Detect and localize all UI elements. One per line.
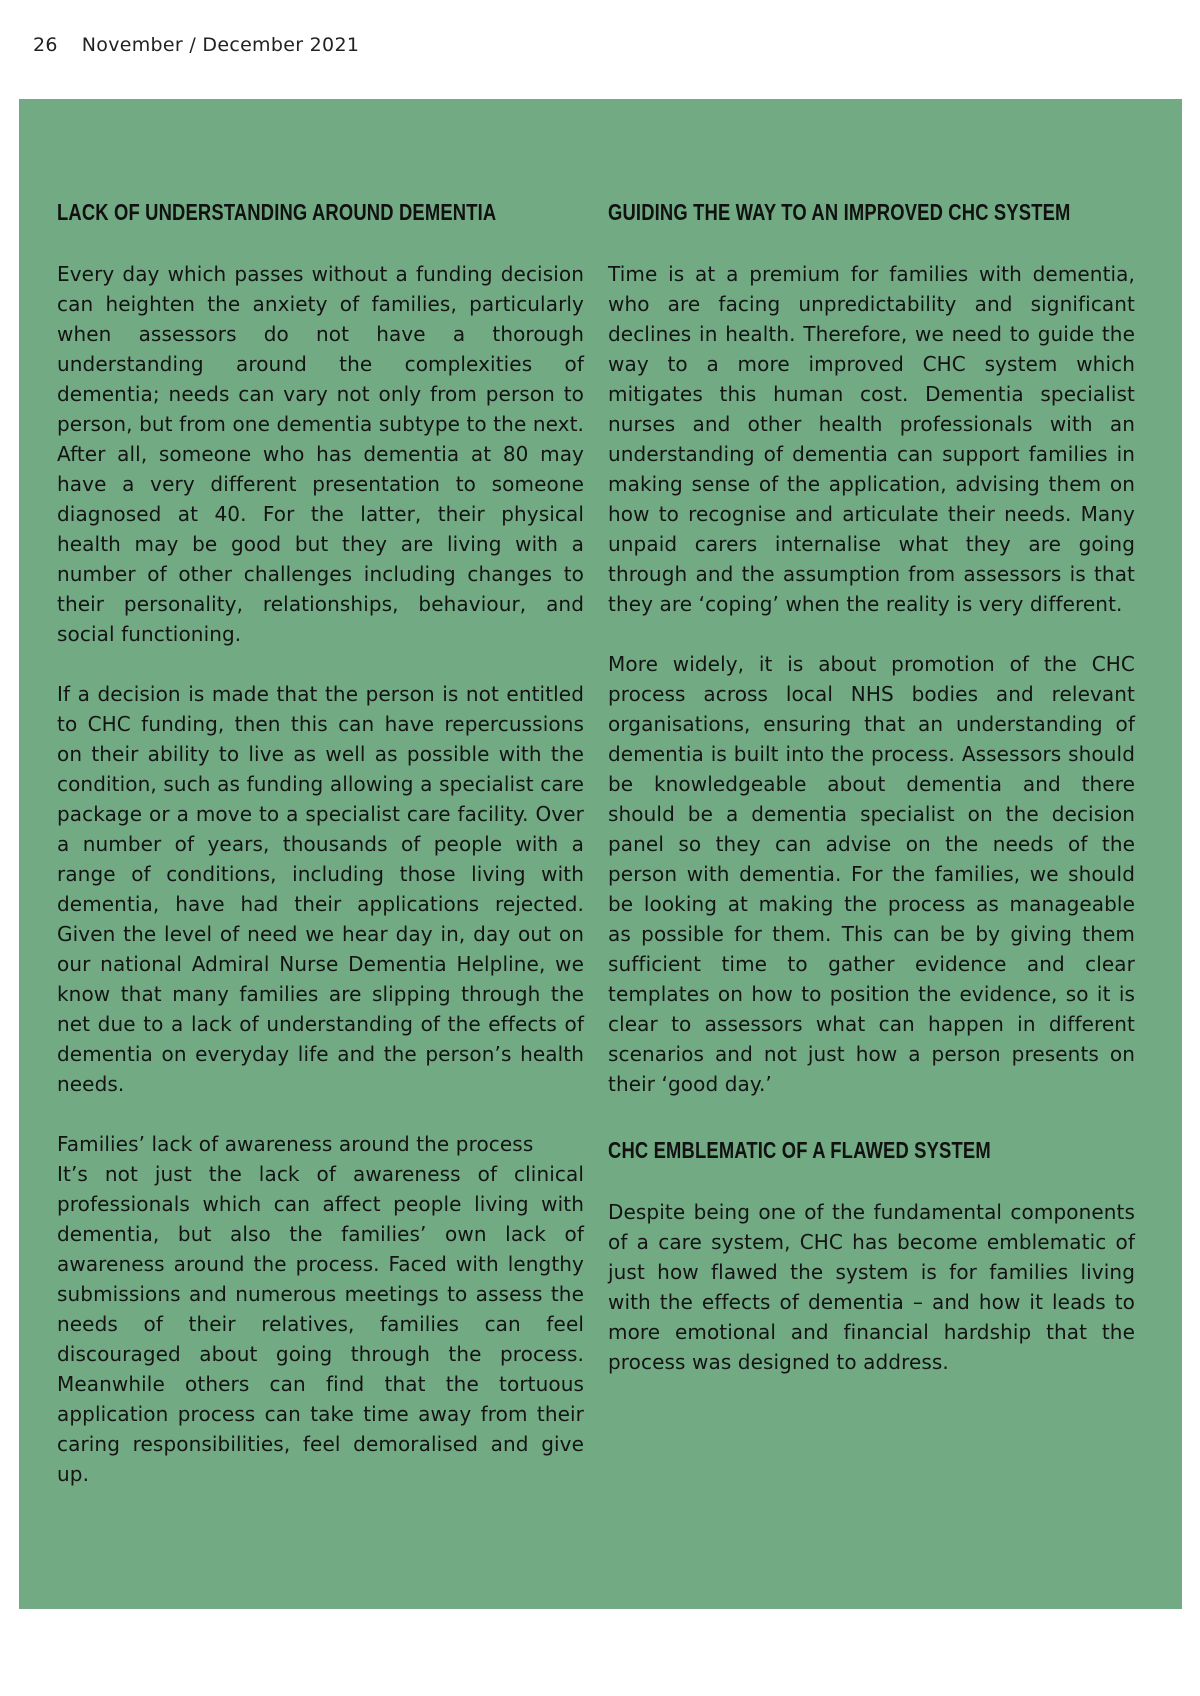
section-heading-guiding-the-way: GUIDING THE WAY TO AN IMPROVED CHC SYSTEM	[608, 199, 1071, 225]
issue-date: November / December 2021	[81, 34, 360, 56]
paragraph: If a decision is made that the person is not entitled to CHC funding, then this can have repercussions on their ability to live as well as possible with the condition, such as funding allowing a specialist care package or a move to a specialist care facility. Over a number of years, thousands of people with a range of conditions, including those living with dementia, have had their applications rejected. Given the level of need we hear day in, day out on our national Admiral Nurse Dementia Helpline, we know that many families are slipping through the net due to a lack of understanding of the effects of dementia on everyday life and the person’s health needs.	[57, 682, 584, 1096]
page-header	[33, 34, 359, 56]
section-heading-lack-of-understanding: LACK OF UNDERSTANDING AROUND DEMENTIA	[57, 199, 497, 225]
section-heading-chc-emblematic: CHC EMBLEMATIC OF A FLAWED SYSTEM	[608, 1137, 991, 1163]
left-column	[57, 195, 584, 1489]
paragraph: It’s not just the lack of awareness of clinical professionals which can affect people living with dementia, but also the families’ own lack of awareness around the process. Faced with lengthy submissions and numerous meetings to assess the needs of their relatives, families can feel discouraged about going through the process. Meanwhile others can find that the tortuous application process can take time away from their caring responsibilities, feel demoralised and give up.	[57, 1162, 584, 1486]
subheading-families-awareness: Families’ lack of awareness around the process	[57, 1132, 534, 1156]
paragraph: More widely, it is about promotion of the CHC process across local NHS bodies and relevant organisations, ensuring that an understanding of dementia is built into the process. Assessors should be knowledgeable about dementia and there should be a dementia specialist on the decision panel so they can advise on the needs of the person with dementia. For the families, we should be looking at making the process as manageable as possible for them. This can be by giving them sufficient time to gather evidence and clear templates on how to position the evidence, so it is clear to assessors what can happen in different scenarios and not just how a person presents on their ‘good day.’	[608, 652, 1135, 1096]
right-column	[608, 195, 1135, 1377]
article-panel	[19, 99, 1182, 1609]
paragraph: Time is at a premium for families with dementia, who are facing unpredictability and significant declines in health. Therefore, we need to guide the way to a more improved CHC system which mitigates this human cost. Dementia specialist nurses and other health professionals with an understanding of dementia can support families in making sense of the application, advising them on how to recognise and articulate their needs. Many unpaid carers internalise what they are going through and the assumption from assessors is that they are ‘coping’ when the reality is very different.	[608, 262, 1135, 616]
paragraph: Despite being one of the fundamental components of a care system, CHC has become emblematic of just how flawed the system is for families living with the effects of dementia – and how it leads to more emotional and financial hardship that the process was designed to address.	[608, 1200, 1135, 1374]
page-number: 26	[33, 34, 58, 56]
paragraph: Every day which passes without a funding decision can heighten the anxiety of families, particularly when assessors do not have a thorough understanding around the complexities of dementia; needs can vary not only from person to person, but from one dementia subtype to the next. After all, someone who has dementia at 80 may have a very different presentation to someone diagnosed at 40. For the latter, their physical health may be good but they are living with a number of other challenges including changes to their personality, relationships, behaviour, and social functioning.	[57, 262, 584, 646]
